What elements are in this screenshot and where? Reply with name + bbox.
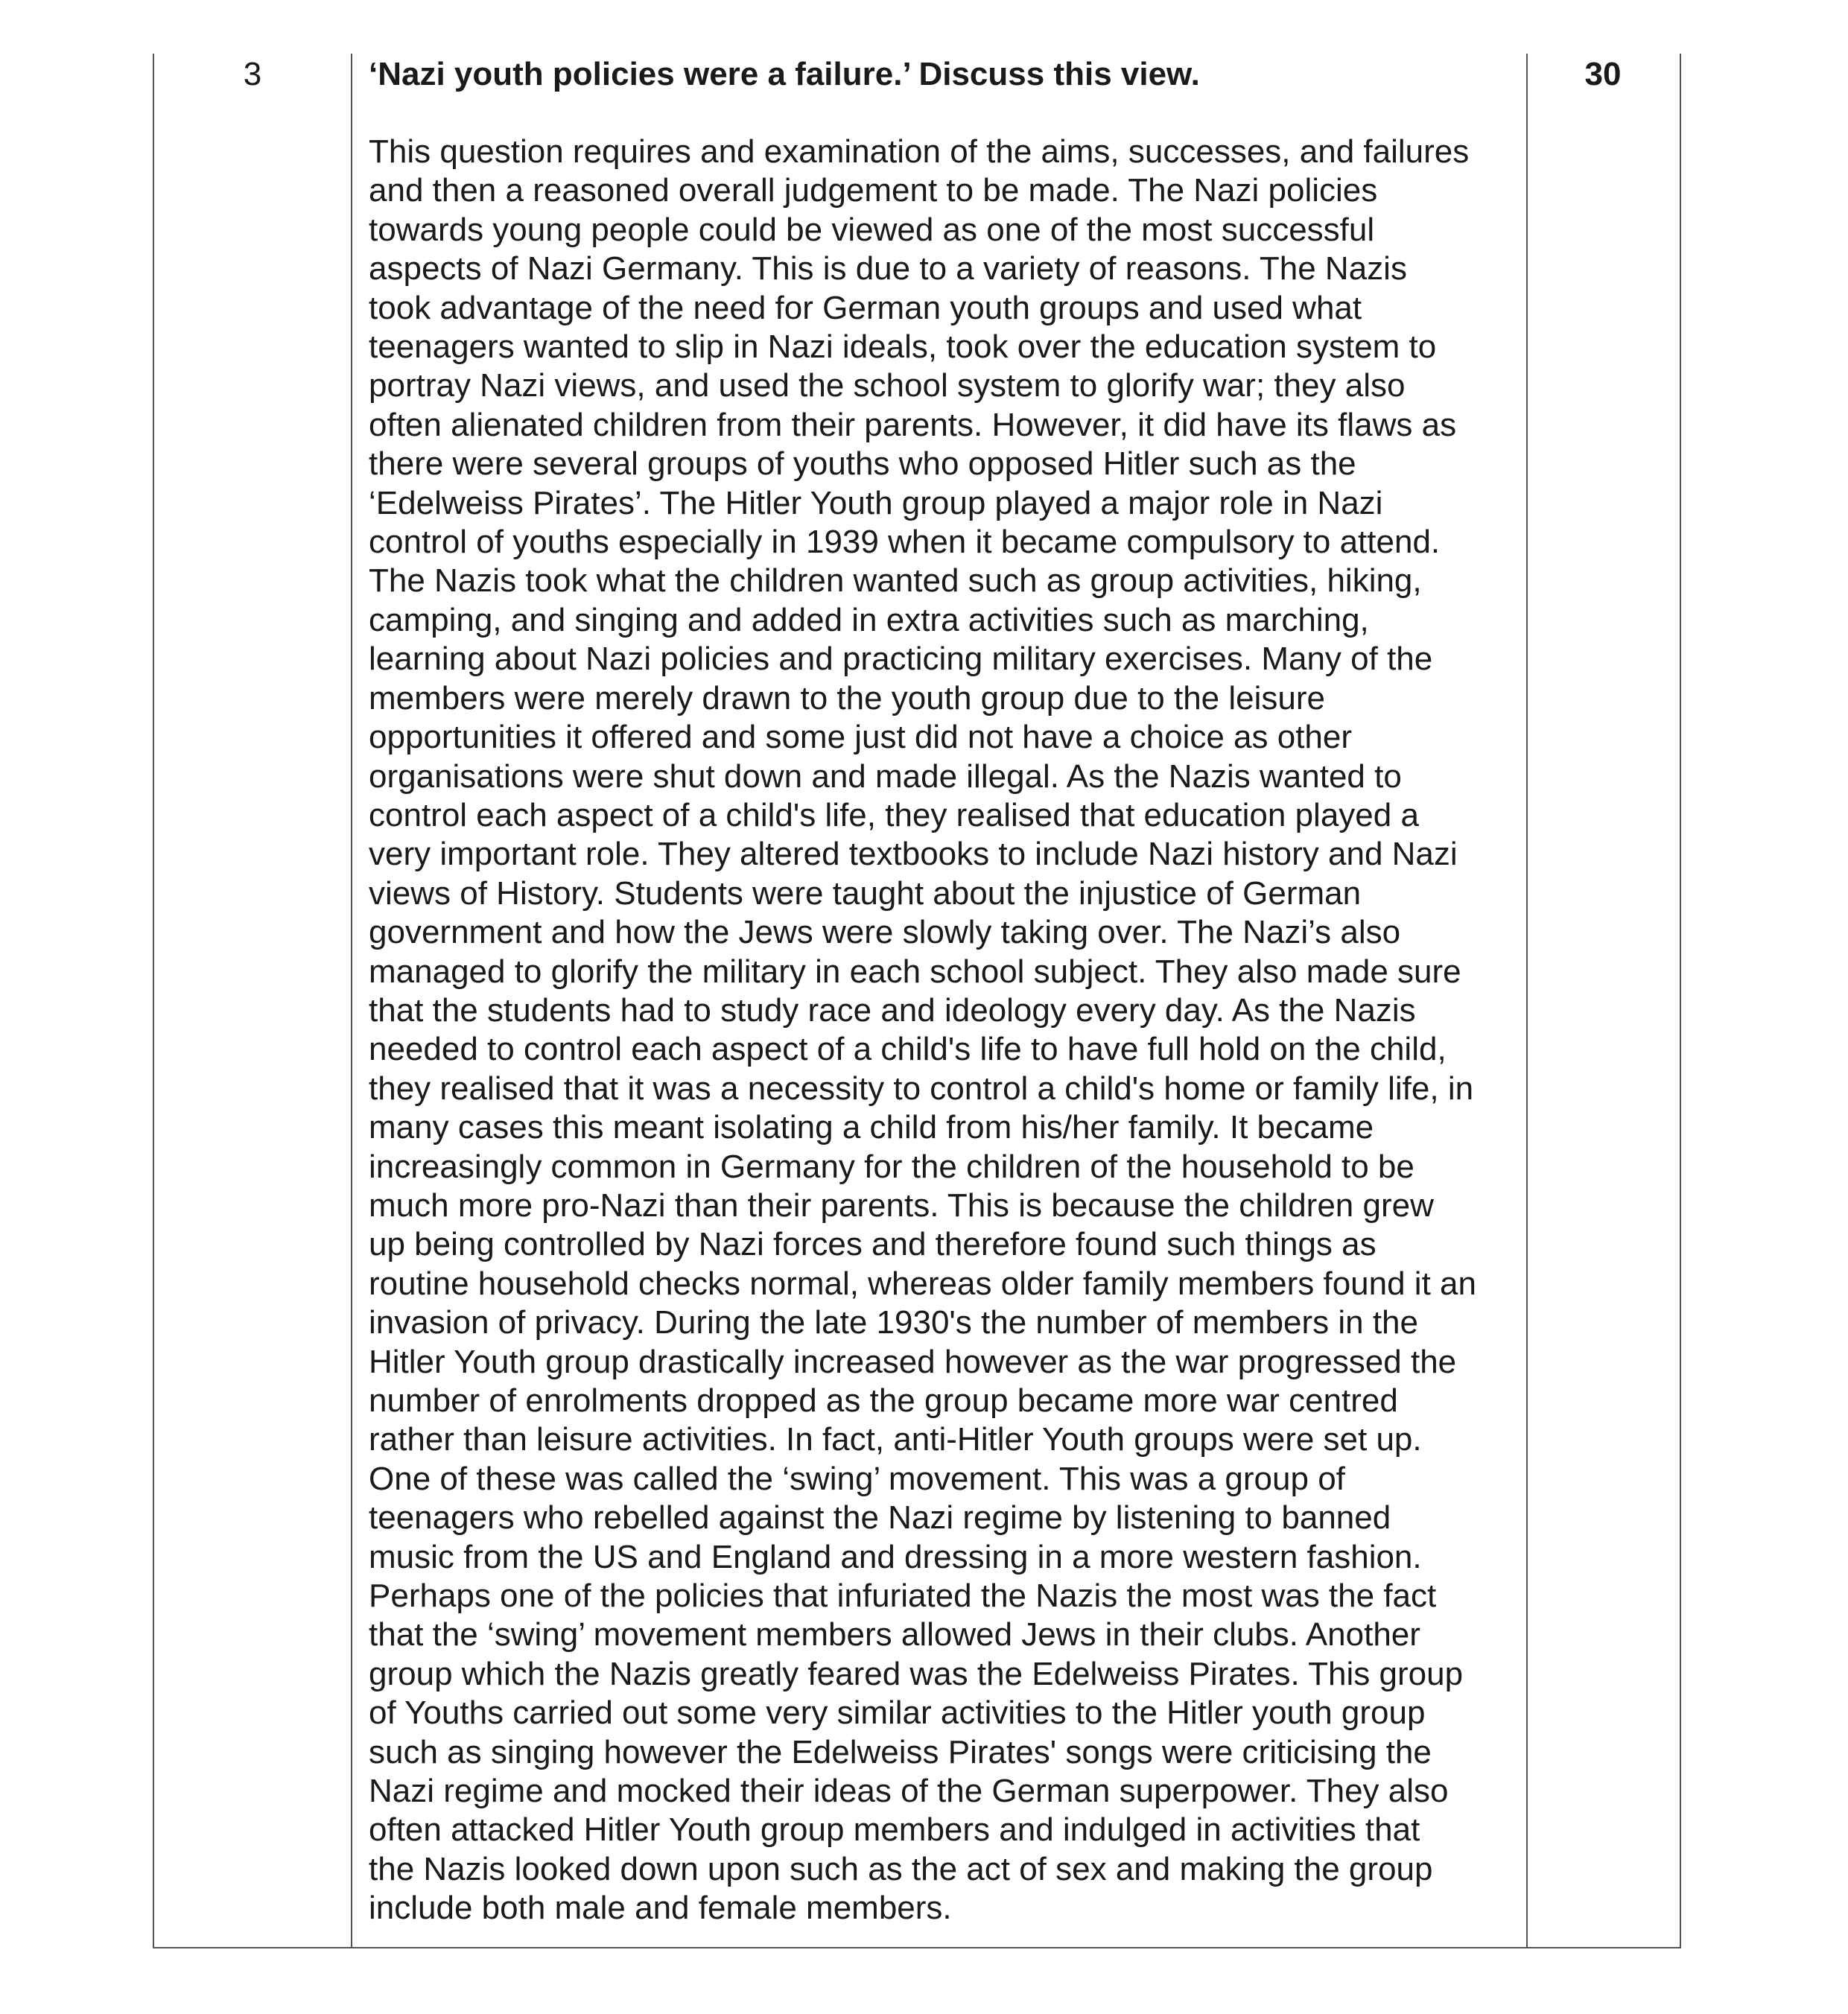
mark-scheme-table	[153, 54, 1681, 1948]
answer-line: the Nazis looked down upon such as the act of sex and making the group	[369, 1850, 1433, 1887]
answer-line: One of these was called the ‘swing’ movement. This was a group of	[369, 1460, 1345, 1497]
answer-line: that the ‘swing’ movement members allowed Jews in their clubs. Another	[369, 1616, 1420, 1654]
answer-line: of Youths carried out some very similar activities to the Hitler youth group	[369, 1694, 1426, 1732]
answer-line: often alienated children from their parents. However, it did have its flaws as	[369, 406, 1457, 443]
answer-line: up being controlled by Nazi forces and therefore found such things as	[369, 1226, 1377, 1263]
answer-line: and then a reasoned overall judgement to be made. The Nazi policies	[369, 172, 1378, 209]
answer-line: very important role. They altered textbooks to include Nazi history and Nazi	[369, 836, 1458, 873]
answer-line: much more pro-Nazi than their parents. This is because the children grew	[369, 1187, 1434, 1224]
answer-line: that the students had to study race and ideology every day. As the Nazis	[369, 991, 1416, 1029]
answer-line: increasingly common in Germany for the children of the household to be	[369, 1148, 1414, 1185]
answer-line: group which the Nazis greatly feared was the Edelweiss Pirates. This group	[369, 1655, 1464, 1692]
answer-line: towards young people could be viewed as one of the most successful	[369, 211, 1375, 248]
answer-line: This question requires and examination of the aims, successes, and failures	[369, 133, 1470, 170]
answer-line: often attacked Hitler Youth group members and indulged in activities that	[369, 1811, 1420, 1849]
answer-line: camping, and singing and added in extra activities such as marching,	[369, 601, 1369, 638]
answer-text	[369, 133, 1531, 1928]
answer-line: they realised that it was a necessity to control a child's home or family life, in	[369, 1070, 1474, 1107]
answer-line: members were merely drawn to the youth group due to the leisure	[369, 679, 1325, 717]
answer-line: control each aspect of a child's life, they realised that education played a	[369, 796, 1419, 833]
question-number: 3	[243, 56, 262, 92]
answer-line: portray Nazi views, and used the school system to glorify war; they also	[369, 367, 1406, 404]
answer-line: government and how the Jews were slowly taking over. The Nazi’s also	[369, 914, 1401, 951]
answer-line: routine household checks normal, whereas older family members found it an	[369, 1265, 1476, 1302]
answer-line: organisations were shut down and made illegal. As the Nazis wanted to	[369, 757, 1402, 795]
question-content	[369, 55, 1531, 1928]
answer-line: teenagers who rebelled against the Nazi regime by listening to banned	[369, 1499, 1391, 1537]
answer-line: rather than leisure activities. In fact, anti-Hitler Youth groups were set up.	[369, 1421, 1422, 1458]
answer-line: control of youths especially in 1939 when it became compulsory to attend.	[369, 524, 1441, 561]
answer-line: opportunities it offered and some just did not have a choice as other	[369, 719, 1353, 756]
answer-line: include both male and female members.	[369, 1890, 952, 1927]
answer-line: Perhaps one of the policies that infuriated the Nazis the most was the fact	[369, 1578, 1437, 1615]
answer-line: number of enrolments dropped as the group became more war centred	[369, 1382, 1398, 1419]
answer-line: views of History. Students were taught about the injustice of German	[369, 874, 1362, 912]
answer-line: there were several groups of youths who opposed Hitler such as the	[369, 445, 1356, 483]
question-marks: 30	[1584, 56, 1622, 92]
answer-line: The Nazis took what the children wanted such as group activities, hiking,	[369, 562, 1422, 600]
answer-line: invasion of privacy. During the late 1930's the number of members in the	[369, 1304, 1418, 1341]
answer-line: ‘Edelweiss Pirates’. The Hitler Youth group played a major role in Nazi	[369, 484, 1383, 521]
answer-line: Hitler Youth group drastically increased however as the war progressed the	[369, 1343, 1457, 1380]
answer-line: such as singing however the Edelweiss Pirates' songs were criticising the	[369, 1733, 1432, 1770]
answer-line: learning about Nazi policies and practicing military exercises. Many of the	[369, 641, 1433, 678]
answer-line: managed to glorify the military in each school subject. They also made sure	[369, 953, 1461, 990]
answer-line: took advantage of the need for German youth groups and used what	[369, 289, 1362, 326]
answer-line: needed to control each aspect of a child's life to have full hold on the child,	[369, 1031, 1447, 1068]
column-divider	[351, 54, 352, 1947]
answer-line: many cases this meant isolating a child from his/her family. It became	[369, 1109, 1374, 1146]
answer-line: teenagers wanted to slip in Nazi ideals, took over the education system to	[369, 328, 1437, 366]
answer-line: Nazi regime and mocked their ideas of the German superpower. They also	[369, 1773, 1449, 1810]
question-title: ‘Nazi youth policies were a failure.’ Discuss this view.	[369, 56, 1200, 92]
answer-line: aspects of Nazi Germany. This is due to a variety of reasons. The Nazis	[369, 250, 1407, 288]
answer-line: music from the US and England and dressing in a more western fashion.	[369, 1538, 1422, 1575]
